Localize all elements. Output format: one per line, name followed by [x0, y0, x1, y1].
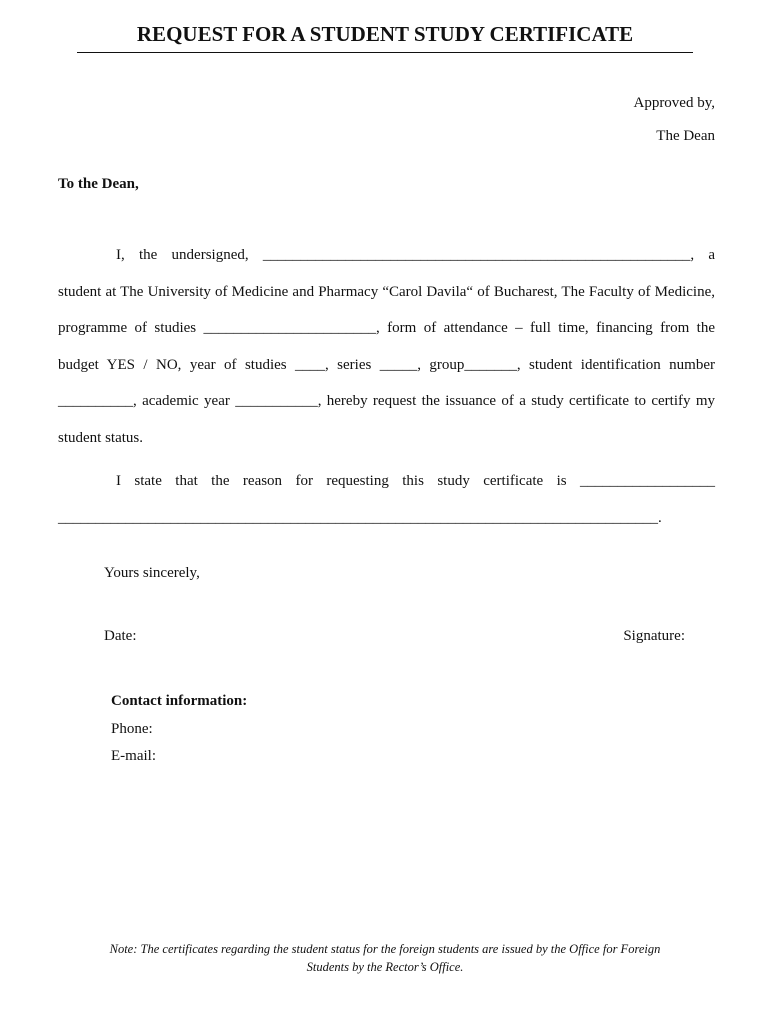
email-label: E-mail: — [111, 748, 156, 764]
footnote: Note: The certificates regarding the student status for the foreign students are issued by the Office for Foreign Students by the Rector’s Office. — [109, 942, 661, 974]
approved-by-label: Approved by, — [633, 95, 715, 111]
contact-heading: Contact information: — [111, 693, 248, 709]
title-underline — [77, 52, 693, 53]
phone-label: Phone: — [111, 720, 153, 737]
closing-text: Yours sincerely, — [104, 565, 200, 581]
contact-block — [111, 688, 247, 771]
request-paragraph: I, the undersigned, _________________________________________________________, a student at The University of Medicine and Pharmacy “Carol Davila“ of Bucharest, The Faculty of Medicine, programme of studies _______________________, form of attendance – full time, financing from the budget YES / NO, year of studies ____, series _____, group_______, student identification number __________, academic year ___________, hereby request the issuance of a study certificate to certify my student status. — [58, 247, 715, 446]
reason-paragraph: I state that the reason for requesting this study certificate is __________________ ________________________________________________________________________________. — [58, 473, 715, 526]
approval-block — [633, 87, 715, 153]
signature-label: Signature: — [623, 628, 685, 644]
approver-name: The Dean — [656, 128, 715, 144]
date-label: Date: — [104, 628, 137, 644]
salutation: To the Dean, — [58, 176, 139, 192]
document-title: REQUEST FOR A STUDENT STUDY CERTIFICATE — [136, 22, 634, 46]
